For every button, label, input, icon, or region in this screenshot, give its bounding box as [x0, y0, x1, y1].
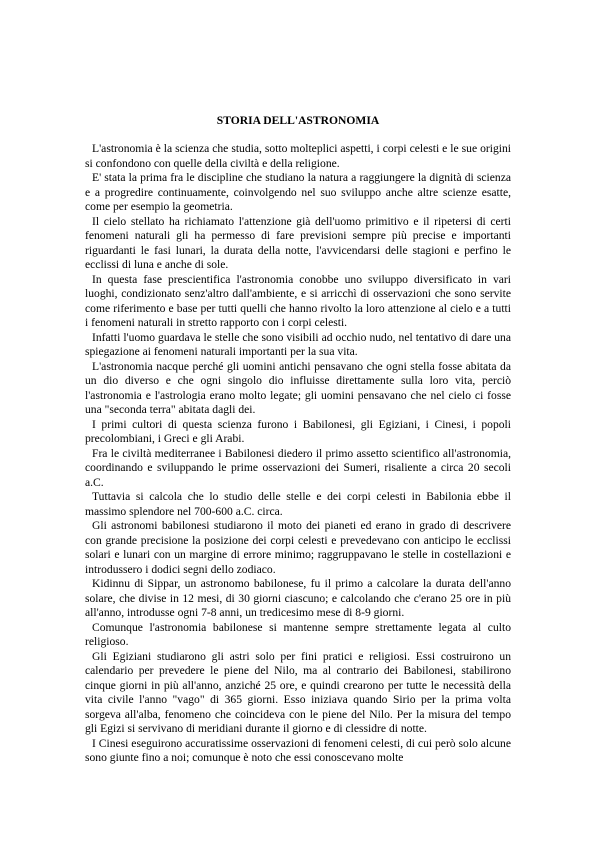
paragraph: Il cielo stellato ha richiamato l'attenzione già dell'uomo primitivo e il ripetersi di certi fenomeni naturali gli ha permesso di fare previsioni sempre più precise e importanti riguardanti le fasi lunari, la durata della notte, l'avvicendarsi delle stagioni e perfino le ecclissi di luna e anche di sole.: [85, 214, 511, 271]
paragraph: I Cinesi eseguirono accuratissime osservazioni di fenomeni celesti, di cui però solo alcune sono giunte fino a noi; comunque è noto che essi conoscevano molte: [85, 736, 511, 764]
paragraph: E' stata la prima fra le discipline che studiano la natura a raggiungere la dignità di scienza e a progredire continuamente, coinvolgendo nel suo sviluppo anche altre scienze esatte, come per esempio la geometria.: [85, 171, 511, 213]
paragraph: In questa fase prescientifica l'astronomia conobbe uno sviluppo diversificato in vari luoghi, condizionato senz'altro dall'ambiente, e si arricchì di osservazioni che sono servite come riferimento e base per tutti quelli che hanno rivolto la loro attenzione al cielo e a tutti i fenomeni naturali in stretto rapporto con i corpi celesti.: [85, 272, 511, 329]
paragraph: Comunque l'astronomia babilonese si mantenne sempre strettamente legata al culto religioso.: [85, 620, 511, 648]
paragraph: I primi cultori di questa scienza furono i Babilonesi, gli Egiziani, i Cinesi, i popoli precolombiani, i Greci e gli Arabi.: [85, 417, 511, 445]
paragraph: L'astronomia è la scienza che studia, sotto molteplici aspetti, i corpi celesti e le sue origini si confondono con quelle della civiltà e della religione.: [85, 142, 511, 170]
paragraph: Tuttavia si calcola che lo studio delle stelle e dei corpi celesti in Babilonia ebbe il massimo splendore nel 700-600 a.C. circa.: [85, 490, 511, 518]
paragraph: Infatti l'uomo guardava le stelle che sono visibili ad occhio nudo, nel tentativo di dare una spiegazione ai fenomeni naturali importanti per la sua vita.: [85, 330, 511, 358]
paragraph: Gli Egiziani studiarono gli astri solo per fini pratici e religiosi. Essi costruirono un calendario per prevedere le piene del Nilo, ma al contrario dei Babilonesi, stabilirono cinque giorni in più all'anno, anziché 25 ore, e quindi crearono per tutte le necessità della vita civile l'anno "vago" di 365 giorni. Esso iniziava quando Sirio per la prima volta sorgeva all'alba, fenomeno che coincideva con le piene del Nilo. Per la misura del tempo gli Egizi si servivano di meridiani durante il giorno e di clessidre di notte.: [85, 649, 511, 735]
paragraph: L'astronomia nacque perché gli uomini antichi pensavano che ogni stella fosse abitata da un dio diverso e che ogni singolo dio influisse direttamente sulla loro vita, perciò l'astronomia e l'astrologia erano molto legate; gli uomini pensavano che nel cielo ci fosse una "seconda terra" abitata dagli dei.: [85, 359, 511, 416]
paragraph: Gli astronomi babilonesi studiarono il moto dei pianeti ed erano in grado di descrivere con grande precisione la posizione dei corpi celesti e prevedevano con anticipo le ecclissi solari e lunari con un margine di errore minimo; raggruppavano le stelle in costellazioni e introdussero i dodici segni dello zodiaco.: [85, 519, 511, 576]
document-body: [85, 142, 511, 766]
paragraph: Kidinnu di Sippar, un astronomo babilonese, fu il primo a calcolare la durata dell'anno solare, che divise in 12 mesi, di 30 giorni ciascuno; e calcolando che c'erano 25 ore in più all'anno, introdusse ogni 7-8 anni, un tredicesimo mese di 8-9 giorni.: [85, 577, 511, 619]
paragraph: Fra le civiltà mediterranee i Babilonesi diedero il primo assetto scientifico all'astronomia, coordinando e sviluppando le prime osservazioni dei Sumeri, risaliente a circa 20 secoli a.C.: [85, 446, 511, 489]
page-title: STORIA DELL'ASTRONOMIA: [216, 114, 380, 127]
